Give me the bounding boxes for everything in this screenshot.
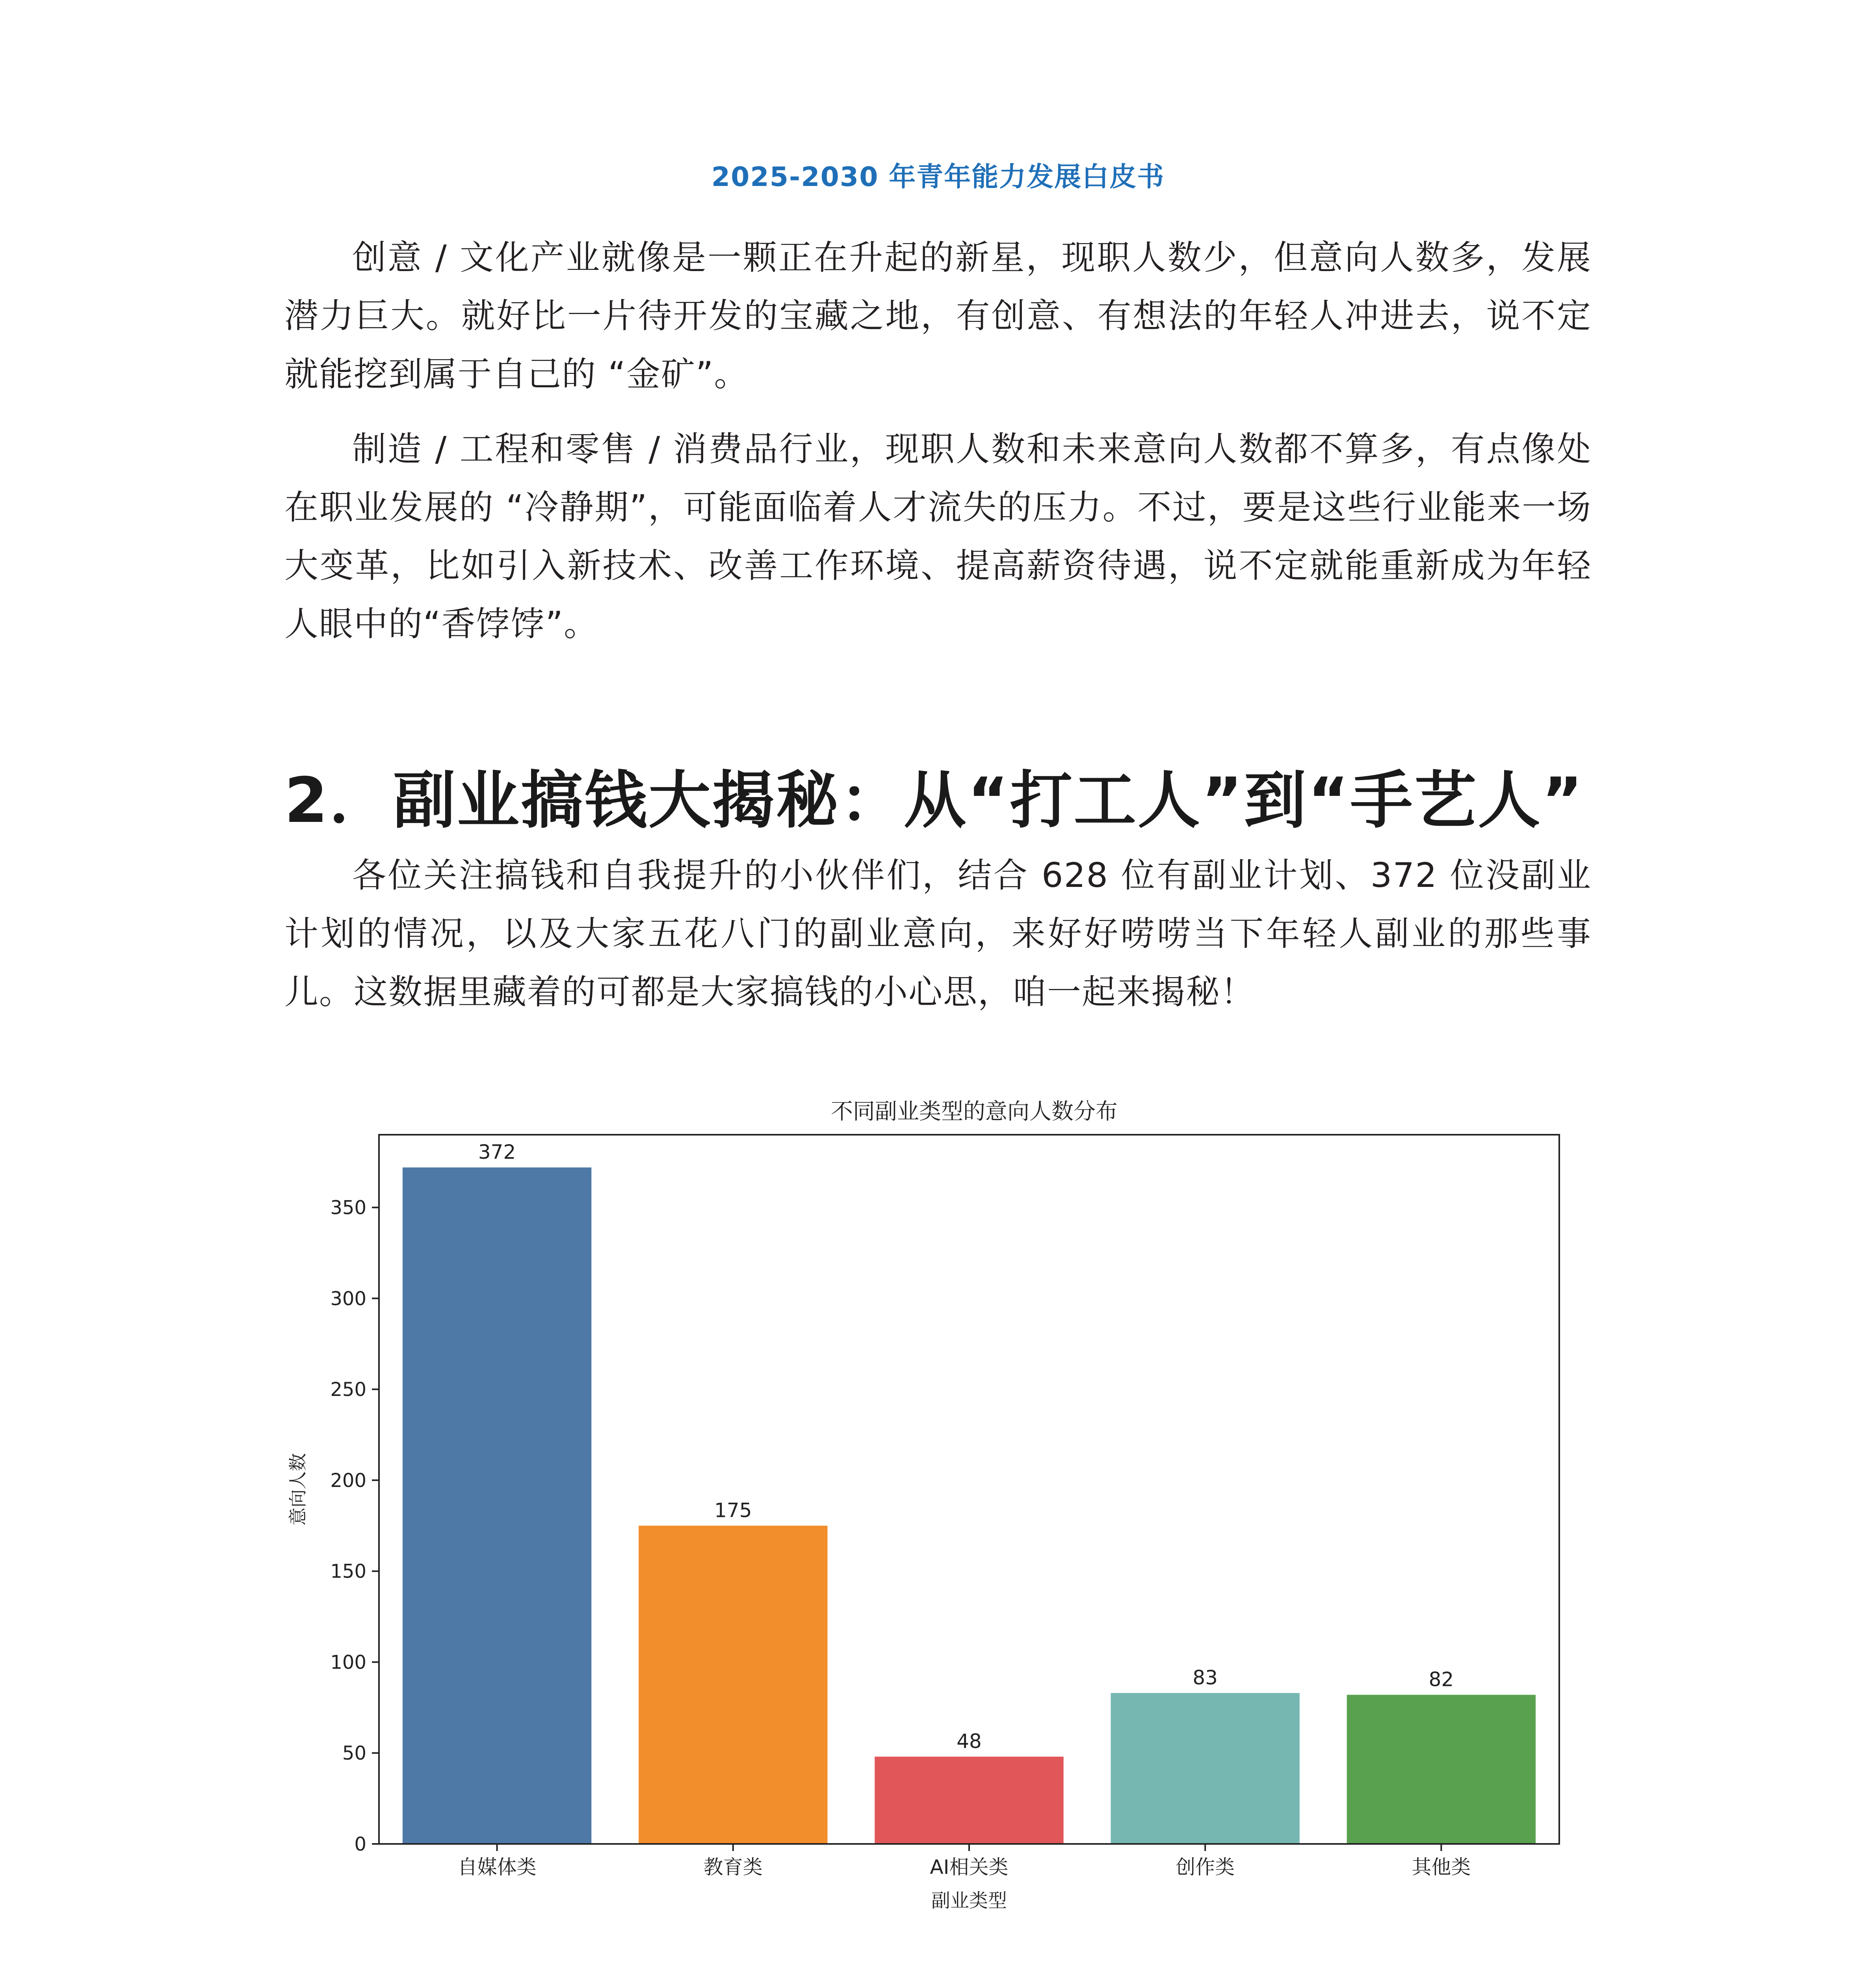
- bar-value-label: 48: [957, 1730, 982, 1753]
- chart-title: 不同副业类型的意向人数分布: [831, 1099, 1118, 1124]
- bar: [639, 1526, 827, 1844]
- y-tick-label: 350: [330, 1197, 366, 1219]
- bar: [1111, 1693, 1300, 1844]
- paragraph-manufacturing-retail: 制造 / 工程和零售 / 消费品行业，现职人数和未来意向人数都不算多，有点像处在职业发展的 “冷静期”，可能面临着人才流失的压力。不过，要是这些行业能来一场大变革，比如引入新技术、改善工作环境、提高薪资待遇，说不定就能重新成为年轻人眼中的“香饽饽”。: [284, 429, 1592, 644]
- bar-value-label: 83: [1192, 1666, 1218, 1689]
- y-axis-label: 意向人数: [287, 1453, 308, 1526]
- x-tick-label: 教育类: [703, 1856, 763, 1879]
- x-tick-label: 其他类: [1412, 1856, 1471, 1879]
- y-tick-label: 200: [330, 1469, 366, 1492]
- y-tick-label: 250: [330, 1379, 366, 1401]
- bar-value-label: 82: [1428, 1668, 1454, 1691]
- bar: [875, 1756, 1063, 1844]
- y-tick-label: 50: [342, 1742, 366, 1765]
- bar-chart-container: [284, 1095, 1592, 1942]
- x-axis-label: 副业类型: [931, 1890, 1007, 1912]
- x-tick-label: AI相关类: [930, 1856, 1009, 1879]
- y-tick-label: 300: [330, 1288, 366, 1310]
- bar-chart: [284, 1095, 1592, 1942]
- y-tick-label: 100: [330, 1651, 366, 1674]
- bar: [403, 1167, 591, 1844]
- y-tick-label: 150: [330, 1560, 366, 1583]
- section-heading-side-hustle: 2．副业搞钱大揭秘：从“打工人”到“手艺人”: [284, 764, 1584, 837]
- bar-value-label: 175: [714, 1499, 752, 1522]
- bar-value-label: 372: [478, 1141, 516, 1164]
- x-tick-label: 创作类: [1176, 1856, 1235, 1879]
- y-tick-label: 0: [354, 1833, 366, 1855]
- paragraph-creative-industry: 创意 / 文化产业就像是一颗正在升起的新星，现职人数少，但意向人数多，发展潜力巨大。就好比一片待开发的宝藏之地，有创意、有想法的年轻人冲进去，说不定就能挖到属于自己的 “金矿”。: [284, 238, 1592, 394]
- bar: [1347, 1695, 1536, 1844]
- paragraph-side-hustle-intro: 各位关注搞钱和自我提升的小伙伴们，结合 628 位有副业计划、372 位没副业计划的情况，以及大家五花八门的副业意向，来好好唠唠当下年轻人副业的那些事儿。这数据里藏着的可都是大家搞钱的小心思，咱一起来揭秘！: [284, 856, 1592, 1012]
- x-tick-label: 自媒体类: [457, 1856, 537, 1879]
- document-header-title: 2025-2030 年青年能力发展白皮书: [711, 162, 1165, 193]
